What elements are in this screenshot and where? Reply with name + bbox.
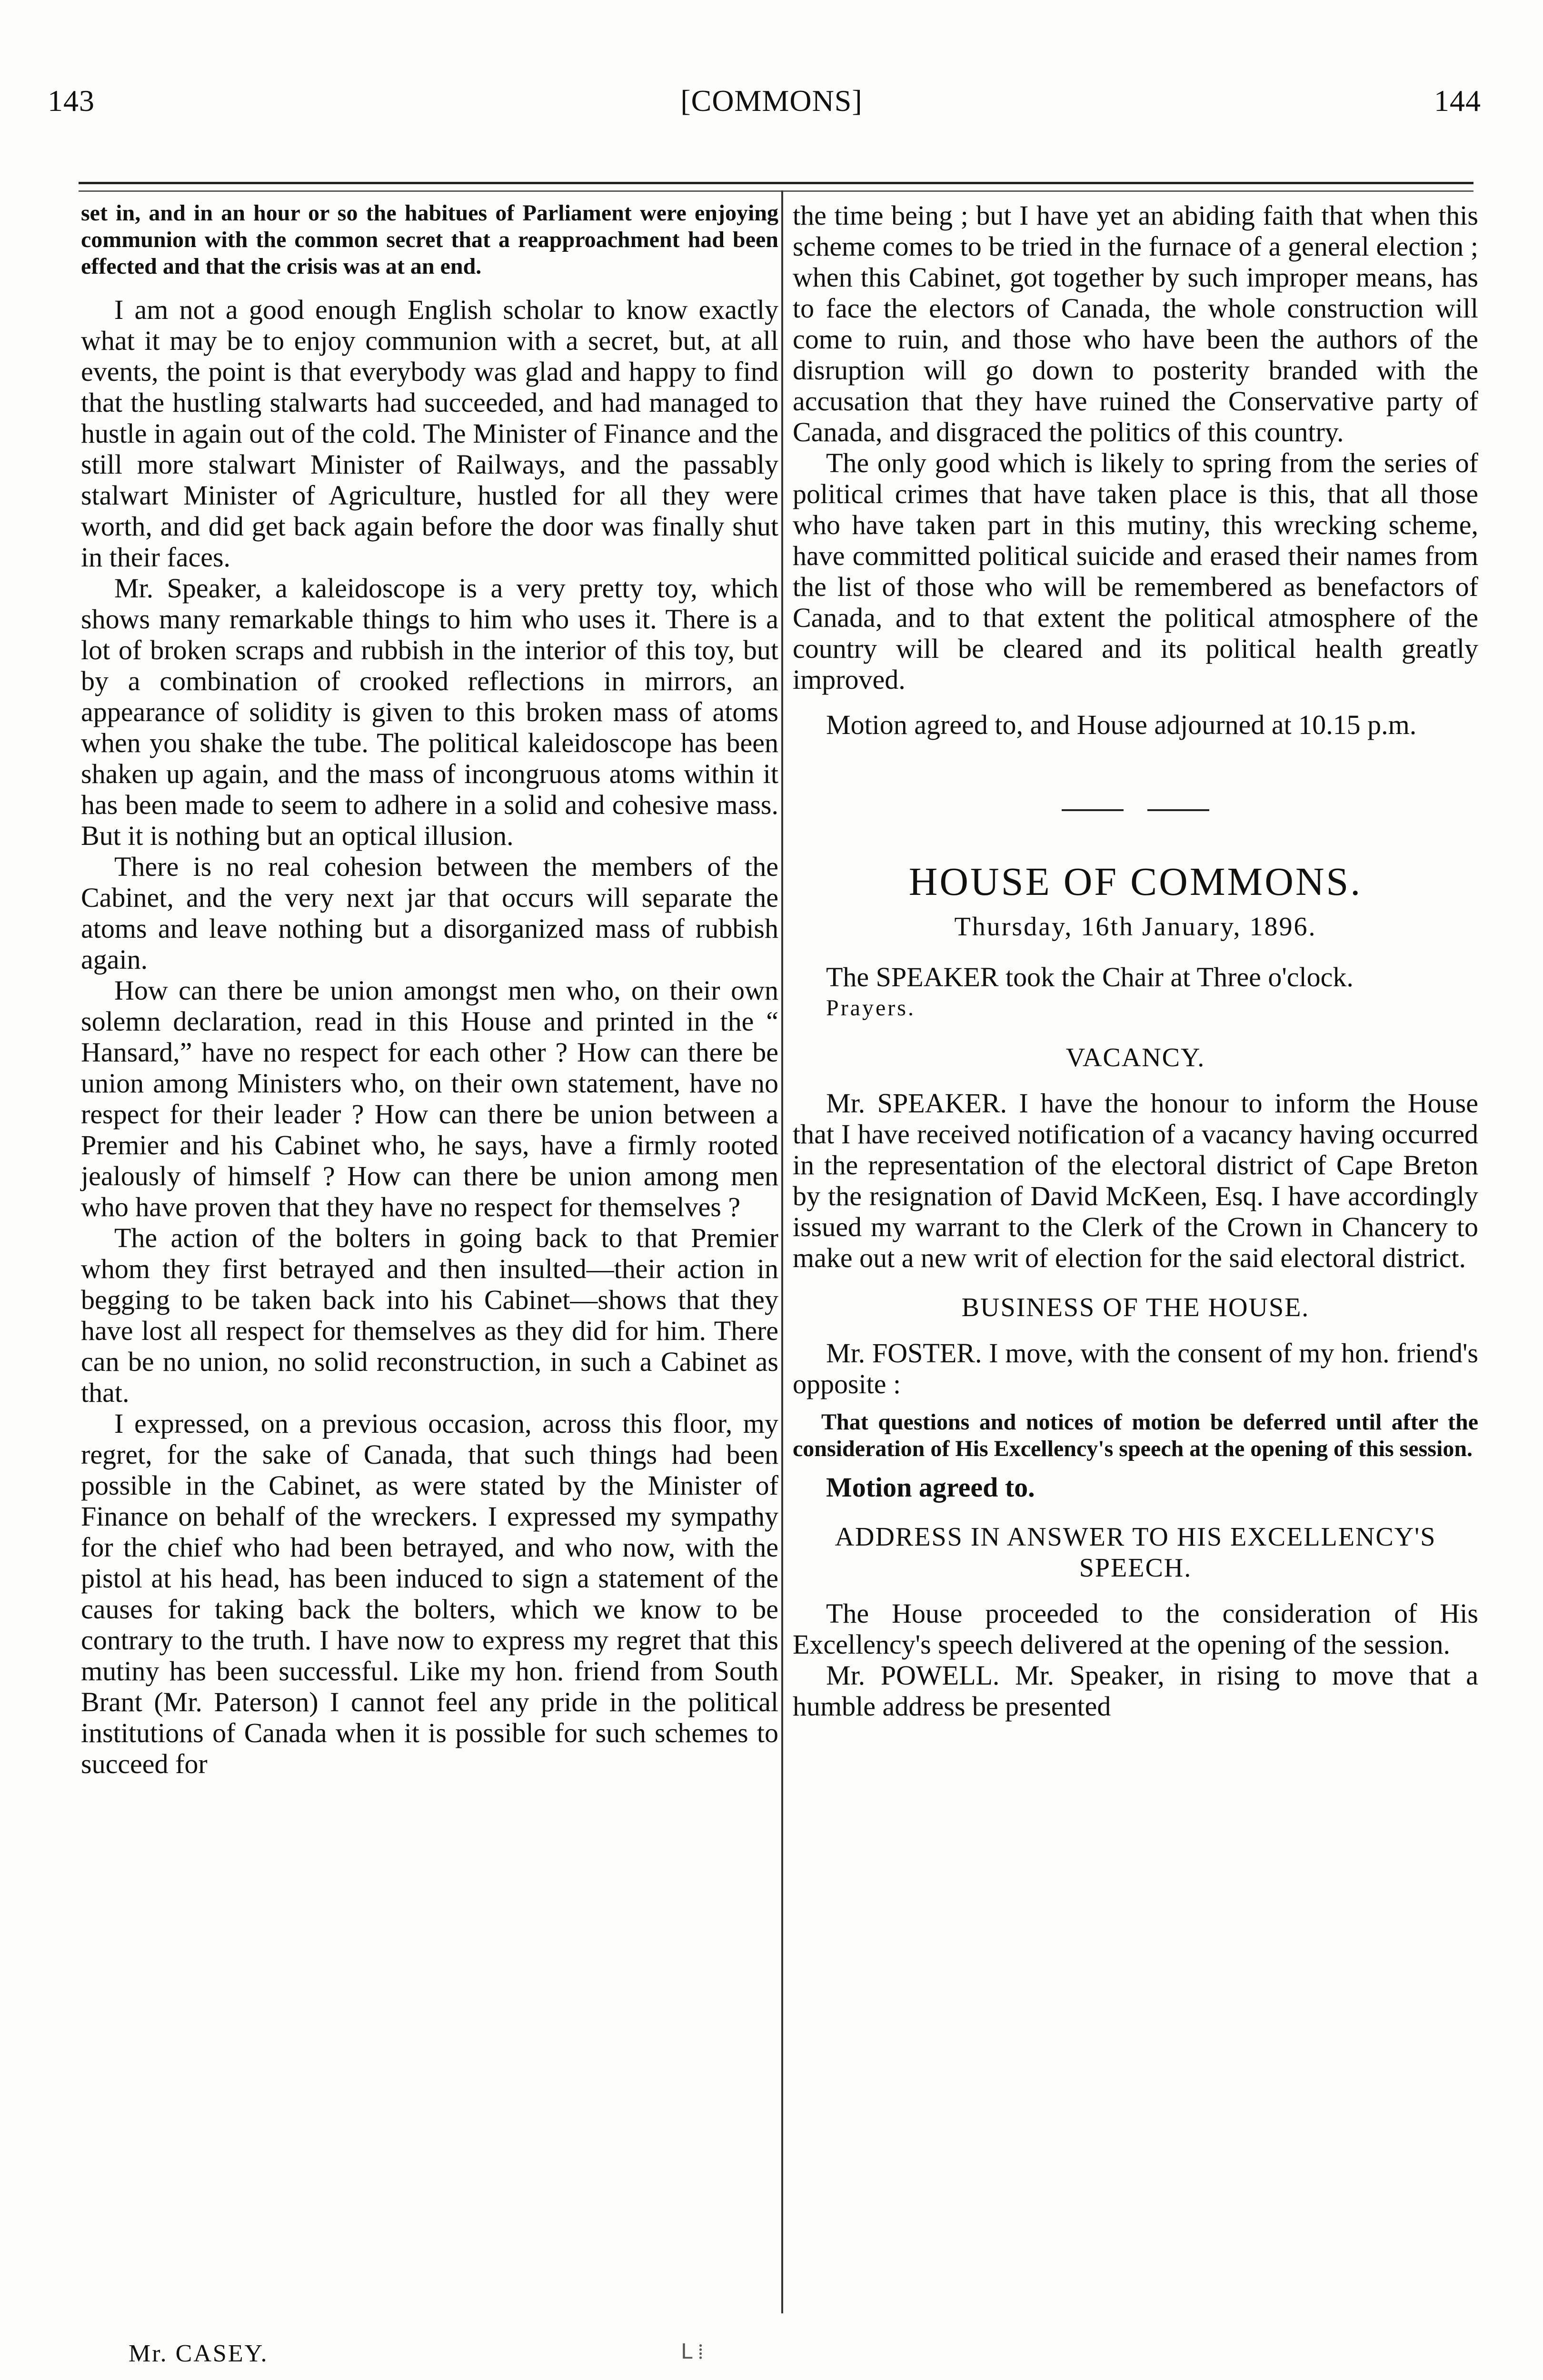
header-rule xyxy=(79,182,1473,184)
motion-agreed: Motion agreed to. xyxy=(826,1472,1035,1503)
business-heading: BUSINESS OF THE HOUSE. xyxy=(961,1293,1310,1322)
speaker-chair-text: The SPEAKER took the Chair at Three o'clock. xyxy=(826,962,1354,992)
footer-mark: ᒪ ⁞ xyxy=(681,2340,704,2363)
small-print-paragraph: set in, and in an hour or so the habitues of Parliament were enjoying communion with the common secret that a reapproachment had been effected and that the crisis was at an end. xyxy=(81,200,778,279)
left-paragraph: The action of the bolters in going back to that Premier whom they first betrayed and then insulted—their action in begging to be taken back into his Cabinet—shows that they have lost all respect for themselves as they did for him. There can be no union, no solid reconstruction, in such a Cabinet as that. xyxy=(81,1222,778,1408)
running-title: [COMMONS] xyxy=(680,84,863,118)
header-rule-thin xyxy=(79,190,1473,192)
address-heading: ADDRESS IN ANSWER TO HIS EXCELLENCY'S SPEECH. xyxy=(835,1522,1436,1583)
prayers-label: Prayers. xyxy=(826,995,916,1021)
footer-speaker: Mr. CASEY. xyxy=(129,2340,269,2367)
adjournment-text: Motion agreed to, and House adjourned at 10.15 p.m. xyxy=(826,709,1417,740)
left-paragraph: There is no real cohesion between the members of the Cabinet, and the very next jar that occurs will separate the atoms and leave nothing but a disorganized mass of rubbish again. xyxy=(81,851,778,975)
sitting-date: Thursday, 16th January, 1896. xyxy=(954,912,1317,942)
column-divider xyxy=(781,190,783,2313)
left-paragraph: I expressed, on a previous occasion, across this floor, my regret, for the sake of Canada, that such things had been possible in the Cabinet, as were stated by the Minister of Finance on behalf of the wreckers. I expressed my sympathy for the chief who had been betrayed, and who now, with the pistol at his head, has been induced to sign a statement of the causes for taking back the bolters, which we know to be contrary to the truth. I have now to express my regret that this mutiny has been successful. Like my hon. friend from South Brant (Mr. Paterson) I cannot feel any pride in the political institutions of Canada when it is possible for such schemes to succeed for xyxy=(81,1408,778,1779)
right-paragraph: The only good which is likely to spring from the series of political crimes that have taken place is this, that all those who have taken part in this mutiny, this wrecking scheme, have committed political suicide and erased their names from the list of those who will be remembered as benefactors of Canada, and to that extent the political atmosphere of the country will be cleared and its political health greatly improved. xyxy=(793,447,1478,695)
foster-text: Mr. FOSTER. I move, with the consent of my hon. friend's opposite : xyxy=(793,1338,1478,1399)
left-paragraph: I am not a good enough English scholar to know exactly what it may be to enjoy communion with a secret, but, at all events, the point is that everybody was glad and happy to find that the hustling stalwarts had succeeded, and had managed to hustle in again out of the cold. The Minister of Finance and the still more stalwart Minister of Railways, and the passably stalwart Minister of Agriculture, hustled for all they were worth, and did get back again before the door was finally shut in their faces. xyxy=(81,294,778,573)
right-column xyxy=(793,200,1478,1722)
house-title: HOUSE OF COMMONS. xyxy=(908,860,1363,904)
continuation-paragraph: the time being ; but I have yet an abiding faith that when this scheme comes to be tried in the furnace of a general election ; when this Cabinet, got together by such improper means, has to face the electors of Canada, the whole construction will come to ruin, and those who have been the authors of the disruption will go down to posterity branded with the accusation that they have ruined the Conservative party of Canada, and disgraced the politics of this country. xyxy=(793,200,1478,447)
page-number-right: 144 xyxy=(1434,84,1481,118)
left-column xyxy=(81,200,778,1779)
section-separator xyxy=(793,793,1478,823)
page-number-left: 143 xyxy=(48,84,95,118)
vacancy-text: Mr. SPEAKER. I have the honour to inform the House that I have received notification of a vacancy having occurred in the representation of the electoral district of Cape Breton by the resignation of David McKeen, Esq. I have accordingly issued my warrant to the Clerk of the Crown in Chancery to make out a new writ of election for the said electoral district. xyxy=(793,1088,1478,1273)
house-proceeded-text: The House proceeded to the consideration of His Excellency's speech delivered at the opening of the session. xyxy=(793,1598,1478,1660)
vacancy-heading: VACANCY. xyxy=(1065,1043,1205,1072)
left-paragraph: How can there be union amongst men who, on their own solemn declaration, read in this House and printed in the “ Hansard,” have no respect for each other ? How can there be union among Ministers who, on their own statement, have no respect for their leader ? How can there be union between a Premier and his Cabinet who, he says, have a firmly rooted jealously of himself ? How can there be union among men who have proven that they have no respect for themselves ? xyxy=(81,975,778,1222)
foster-motion-block: That questions and notices of motion be deferred until after the consideration of His Excellency's speech at the opening of this session. xyxy=(793,1409,1478,1461)
powell-text: Mr. POWELL. Mr. Speaker, in rising to move that a humble address be presented xyxy=(793,1660,1478,1722)
left-paragraph: Mr. Speaker, a kaleidoscope is a very pretty toy, which shows many remarkable things to him who uses it. There is a lot of broken scraps and rubbish in the interior of this toy, but by a combination of crooked reflections in mirrors, an appearance of solidity is given to this broken mass of atoms when you shake the tube. The political kaleidoscope has been shaken up again, and the mass of incongruous atoms within it has been made to seem to adhere in a solid and cohesive mass. But it is nothing but an optical illusion. xyxy=(81,573,778,851)
